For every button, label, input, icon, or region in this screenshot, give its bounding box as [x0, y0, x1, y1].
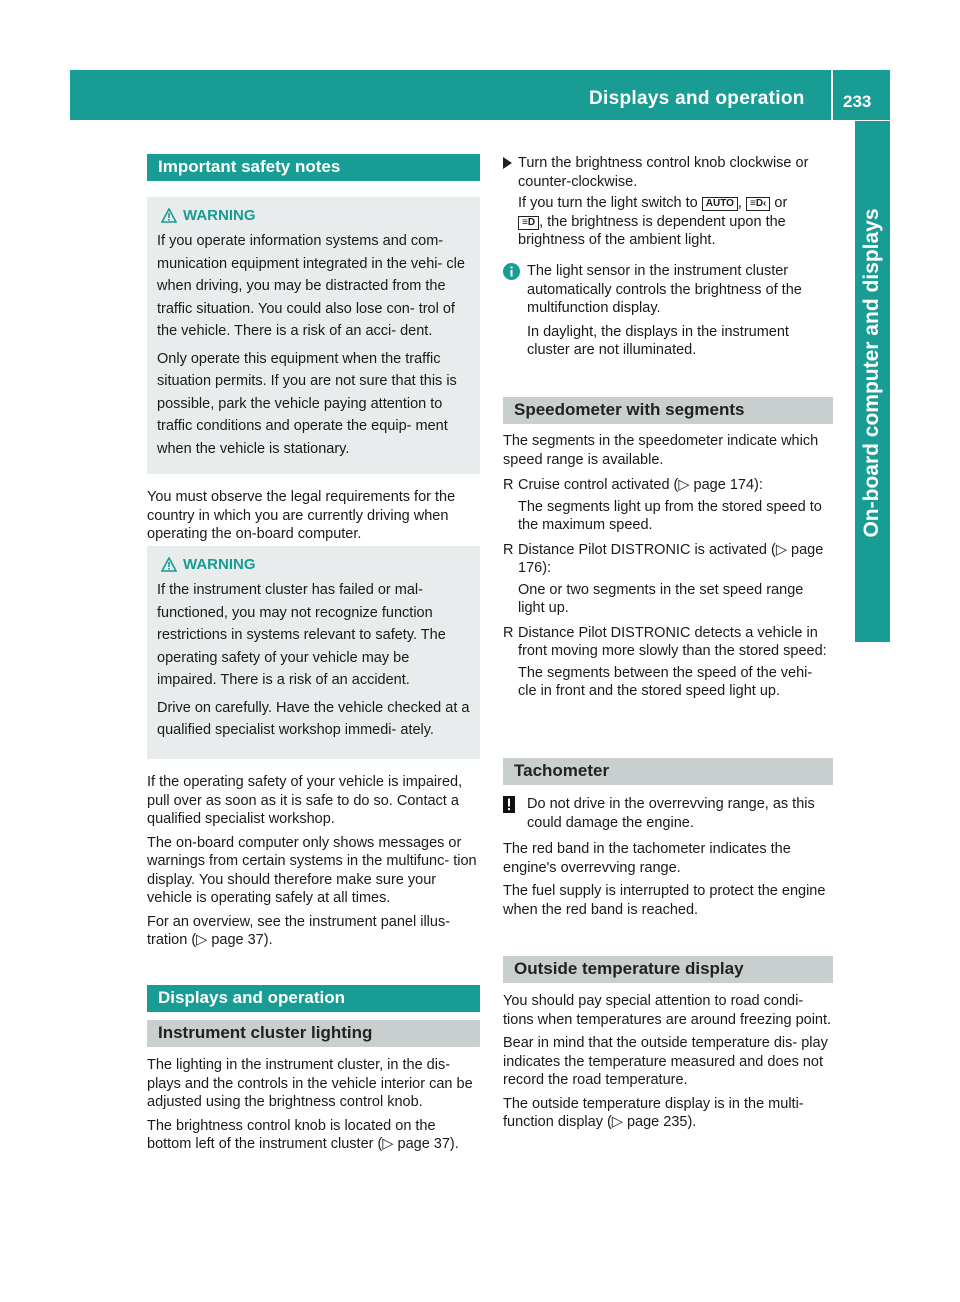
- warning-box-2: [147, 546, 480, 759]
- bullet-subtext: The segments between the speed of the vehi- cle in front and the stored speed light up.: [518, 664, 813, 699]
- header-divider: [831, 70, 833, 120]
- bullet-subtext: One or two segments in the set speed range light up.: [518, 581, 804, 616]
- info-icon: [503, 263, 520, 280]
- instruction-step: Turn the brightness control knob clockwise or counter-clockwise. If you turn the light switch to AUTO , ≡D‹ or ≡D , the brightness is dependent upon the brightness of the ambient light.: [503, 154, 833, 256]
- section-heading-speedometer: Speedometer with segments: [503, 397, 833, 424]
- paragraph: The brightness control knob is located on the bottom left of the instrument cluster (▷ page 37).: [147, 1117, 459, 1152]
- auto-light-icon: AUTO: [702, 197, 738, 211]
- side-tab-label: On-board computer and displays: [860, 208, 883, 538]
- caution-text: Do not drive in the overrevving range, as this could damage the engine.: [527, 796, 815, 831]
- text-block: [503, 432, 833, 474]
- paragraph: The outside temperature display is in the multi- function display (▷ page 235).: [503, 1095, 804, 1130]
- section-heading-displays: Displays and operation: [147, 985, 480, 1012]
- paragraph: The red band in the tachometer indicates the engine's overrevving range.: [503, 841, 791, 876]
- warning-label: WARNING: [183, 556, 256, 573]
- warning-box-1: [147, 197, 480, 474]
- warning-triangle-icon: [161, 557, 177, 572]
- text-block: [147, 773, 480, 955]
- section-heading-tachometer: Tachometer: [503, 758, 833, 785]
- side-tab-marker: [855, 592, 890, 642]
- paragraph: For an overview, see the instrument panel illus- tration (▷ page 37).: [147, 913, 451, 948]
- info-text: In daylight, the displays in the instrument cluster are not illuminated.: [527, 323, 789, 358]
- paragraph: You must observe the legal requirements for the country in which you are currently driving when operating the on-board computer.: [147, 489, 456, 542]
- text-block: [147, 488, 480, 549]
- warning-text: If the instrument cluster has failed or mal- functioned, you may not recognize function restrictions in systems relevant to safety. The operating safety of your vehicle may be impaired. There is a risk of an accident.: [157, 582, 446, 688]
- warning-text: Only operate this equipment when the traffic situation permits. If you are not sure that this is possible, park the vehicle paying attention to traffic conditions and operate the equip- ment when the vehicle is stationary.: [157, 350, 457, 457]
- side-light-icon: ≡D‹: [746, 197, 770, 211]
- warning-header: [157, 556, 470, 573]
- step-text: Turn the brightness control knob clockwise or counter-clockwise.: [518, 155, 809, 190]
- header-title: Displays and operation: [589, 88, 805, 109]
- caution-note: [503, 795, 833, 837]
- page-number: 233: [843, 92, 872, 111]
- list-item: [503, 476, 833, 538]
- bullet-list: [503, 476, 833, 707]
- paragraph: If the operating safety of your vehicle is impaired, pull over as soon as it is safe to do so. Contact a qualified specialist workshop.: [147, 774, 463, 827]
- text-block: [147, 1056, 480, 1159]
- bullet-marker: R: [503, 477, 514, 493]
- paragraph: The lighting in the instrument cluster, in the dis- plays and the controls in the vehicle interior can be adjusted using the brightness control knob.: [147, 1057, 473, 1110]
- list-item: [503, 624, 833, 704]
- step-text: , the brightness is dependent upon the brightness of the ambient light.: [518, 213, 786, 248]
- bullet-subtext: The segments light up from the stored speed to the maximum speed.: [518, 498, 822, 533]
- paragraph: Bear in mind that the outside temperature dis- play indicates the temperature measured and does not record the road temperature.: [503, 1035, 828, 1088]
- text-block: [503, 840, 833, 924]
- section-heading-safety: Important safety notes: [147, 154, 480, 181]
- paragraph: The segments in the speedometer indicate which speed range is available.: [503, 433, 819, 468]
- bullet-text: Distance Pilot DISTRONIC detects a vehicle in front moving more slowly than the stored speed:: [518, 624, 827, 659]
- caution-icon: [503, 796, 515, 813]
- section-heading-outside-temp: Outside temperature display: [503, 956, 833, 983]
- info-note: [503, 262, 833, 365]
- bullet-marker: R: [503, 624, 514, 641]
- paragraph: The fuel supply is interrupted to protect the engine when the red band is reached.: [503, 883, 826, 918]
- warning-text: Drive on carefully. Have the vehicle checked at a qualified specialist workshop immedi- ately.: [157, 699, 470, 738]
- warning-label: WARNING: [183, 207, 256, 224]
- list-item: [503, 541, 833, 621]
- info-text: The light sensor in the instrument cluster automatically controls the brightness of the multifunction display.: [527, 263, 802, 316]
- step-arrow-icon: [503, 154, 512, 253]
- section-heading-lighting: Instrument cluster lighting: [147, 1020, 480, 1047]
- warning-header: [157, 207, 470, 224]
- paragraph: The on-board computer only shows messages or warnings from certain systems in the multifunc- tion display. You should therefore make sure your vehicle is operating safely at all times.: [147, 834, 477, 906]
- warning-text: If you operate information systems and com- munication equipment integrated in the vehi- cle when driving, you may be distracted from the traffic situation. You could also lose con- trol of the vehicle. There is a risk of an acci- dent.: [157, 233, 465, 339]
- text-block: [503, 992, 833, 1137]
- step-text: If you turn the light switch to: [518, 195, 698, 211]
- paragraph: You should pay special attention to road condi- tions when temperatures are around freezing point.: [503, 993, 832, 1028]
- warning-triangle-icon: [161, 208, 177, 223]
- bullet-marker: R: [503, 541, 514, 558]
- low-beam-icon: ≡D: [518, 216, 539, 230]
- bullet-text: Distance Pilot DISTRONIC is activated (▷ page 176):: [518, 541, 824, 576]
- bullet-text: Cruise control activated (▷ page 174):: [518, 477, 763, 493]
- step-text: or: [774, 195, 788, 211]
